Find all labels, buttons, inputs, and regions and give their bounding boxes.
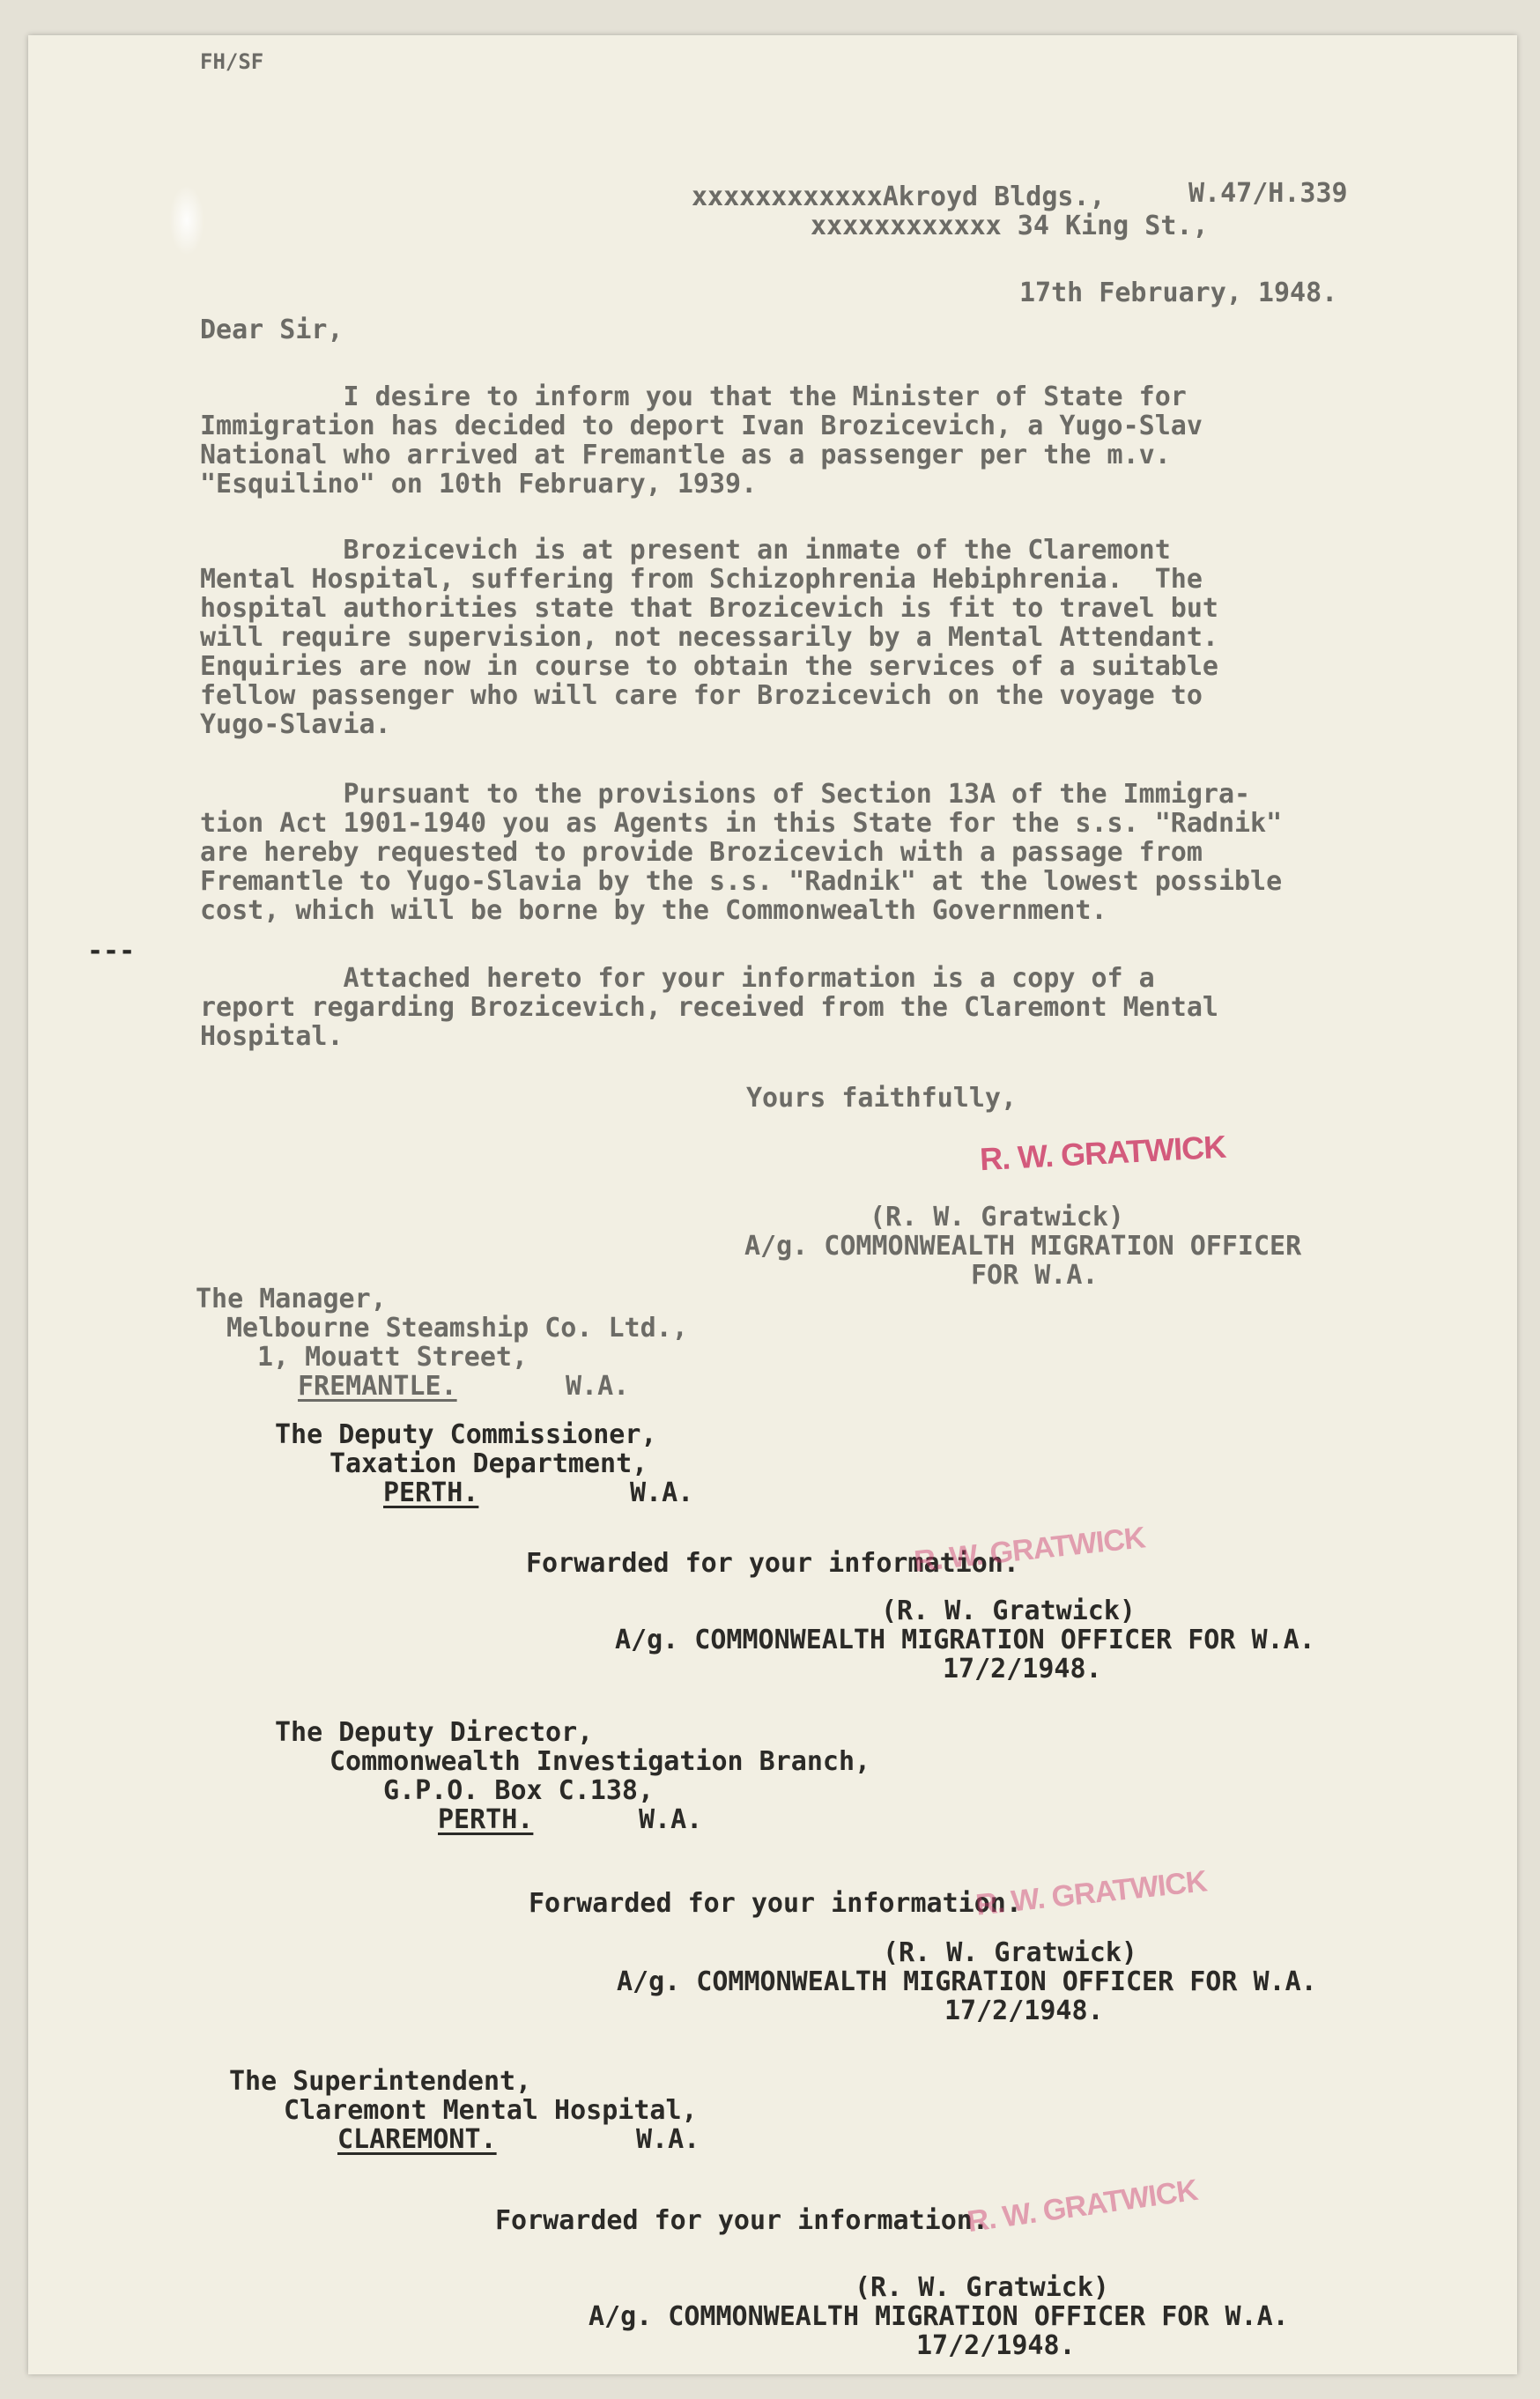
paragraph-line: are hereby requested to provide Brozicevich with a passage from (200, 837, 1203, 868)
addressee-state: W.A. (566, 1371, 630, 1402)
paragraph-line: National who arrived at Fremantle as a passenger per the m.v. (200, 440, 1171, 470)
paragraph-line: "Esquilino" on 10th February, 1939. (200, 469, 758, 500)
copy-forwarded-note: Forwarded for your information. (495, 2205, 988, 2236)
copy-addressee-line-3: G.P.O. Box C.138, (383, 1775, 655, 1806)
copy-addressee-state: W.A. (630, 1477, 694, 1508)
addressee-line-1: The Manager, (196, 1284, 387, 1314)
paragraph-line: Fremantle to Yugo-Slavia by the s.s. "Radnik" at the lowest possible (200, 866, 1283, 897)
copy-addressee-city: PERTH. (383, 1477, 479, 1508)
document-page (28, 35, 1517, 2374)
copy-addressee-line-1: The Deputy Commissioner, (275, 1419, 657, 1450)
paragraph-line: Immigration has decided to deport Ivan Brozicevich, a Yugo-Slav (200, 411, 1203, 441)
copy-signatory-name: (R. W. Gratwick) (883, 1937, 1137, 1968)
paragraph-line: fellow passenger who will care for Brozicevich on the voyage to (200, 680, 1203, 711)
copy-addressee-line-2: Taxation Department, (329, 1448, 648, 1479)
copy-date: 17/2/1948. (944, 1995, 1104, 2026)
addressee-line-3: 1, Mouatt Street, (257, 1342, 529, 1373)
paragraph-line: report regarding Brozicevich, received from the Claremont Mental (200, 992, 1218, 1023)
copy-date: 17/2/1948. (943, 1654, 1102, 1684)
letter-date: 17th February, 1948. (1019, 278, 1338, 308)
reference-initials: FH/SF (200, 49, 264, 74)
paragraph-line: Pursuant to the provisions of Section 13A of the Immigra- (200, 779, 1251, 810)
copy-addressee-state: W.A. (639, 1804, 703, 1835)
copy-signatory-name: (R. W. Gratwick) (855, 2272, 1109, 2303)
paragraph-line: hospital authorities state that Brozicevich is fit to travel but (200, 593, 1218, 624)
addressee-city: FREMANTLE. (298, 1371, 457, 1402)
paragraph-line: Brozicevich is at present an inmate of the Claremont (200, 535, 1171, 566)
signatory-title: A/g. COMMONWEALTH MIGRATION OFFICER (744, 1231, 1302, 1262)
copy-addressee-line-2: Claremont Mental Hospital, (284, 2095, 698, 2126)
paragraph-line: Enquiries are now in course to obtain the services of a suitable (200, 651, 1218, 682)
paragraph-line: Hospital. (200, 1021, 344, 1052)
paragraph-line: will require supervision, not necessarily by a Mental Attendant. (200, 622, 1218, 653)
paragraph-line: cost, which will be borne by the Commonwealth Government. (200, 895, 1107, 926)
margin-mark: --- (87, 936, 136, 966)
copy-addressee-state: W.A. (636, 2124, 700, 2155)
copy-addressee-line-1: The Deputy Director, (275, 1717, 594, 1748)
copy-signatory-title: A/g. COMMONWEALTH MIGRATION OFFICER FOR W.A. (589, 2301, 1289, 2332)
copy-signatory-name: (R. W. Gratwick) (881, 1596, 1136, 1626)
closing: Yours faithfully, (746, 1083, 1018, 1114)
copy-signature-stamp: R. W. GRATWICK (912, 1521, 1147, 1579)
addressee-line-2: Melbourne Steamship Co. Ltd., (226, 1313, 688, 1344)
signature-stamp: R. W. GRATWICK (979, 1128, 1227, 1178)
paragraph-line: Mental Hospital, suffering from Schizophrenia Hebiphrenia. The (200, 564, 1203, 595)
paragraph-line: tion Act 1901-1940 you as Agents in this State for the s.s. "Radnik" (200, 808, 1283, 839)
paragraph-line: Attached hereto for your information is a copy of a (200, 963, 1155, 994)
signatory-name: (R. W. Gratwick) (870, 1202, 1124, 1233)
copy-signature-stamp: R. W. GRATWICK (974, 1864, 1209, 1922)
copy-addressee-city: PERTH. (438, 1804, 534, 1835)
copy-signature-stamp: R. W. GRATWICK (965, 2173, 1200, 2240)
paper-smudge (169, 185, 204, 255)
paragraph-line: Yugo-Slavia. (200, 709, 391, 740)
copy-addressee-line-1: The Superintendent, (229, 2066, 532, 2097)
file-number: W.47/H.339 (1188, 178, 1348, 209)
copy-signatory-title: A/g. COMMONWEALTH MIGRATION OFFICER FOR W.A. (615, 1625, 1315, 1655)
copy-forwarded-note: Forwarded for your information. (526, 1548, 1019, 1579)
copy-signatory-title: A/g. COMMONWEALTH MIGRATION OFFICER FOR W.A. (617, 1966, 1317, 1997)
copy-addressee-line-2: Commonwealth Investigation Branch, (329, 1746, 871, 1777)
copy-addressee-city: CLAREMONT. (337, 2124, 497, 2155)
address-line-2: xxxxxxxxxxxx 34 King St., (811, 211, 1209, 241)
address-line-1: xxxxxxxxxxxxAkroyd Bldgs., (692, 181, 1106, 212)
copy-forwarded-note: Forwarded for your information. (529, 1888, 1022, 1919)
paragraph-line: I desire to inform you that the Minister of State for (200, 381, 1187, 412)
signatory-title-line2: FOR W.A. (971, 1260, 1099, 1291)
copy-date: 17/2/1948. (916, 2330, 1076, 2361)
salutation: Dear Sir, (200, 315, 344, 345)
